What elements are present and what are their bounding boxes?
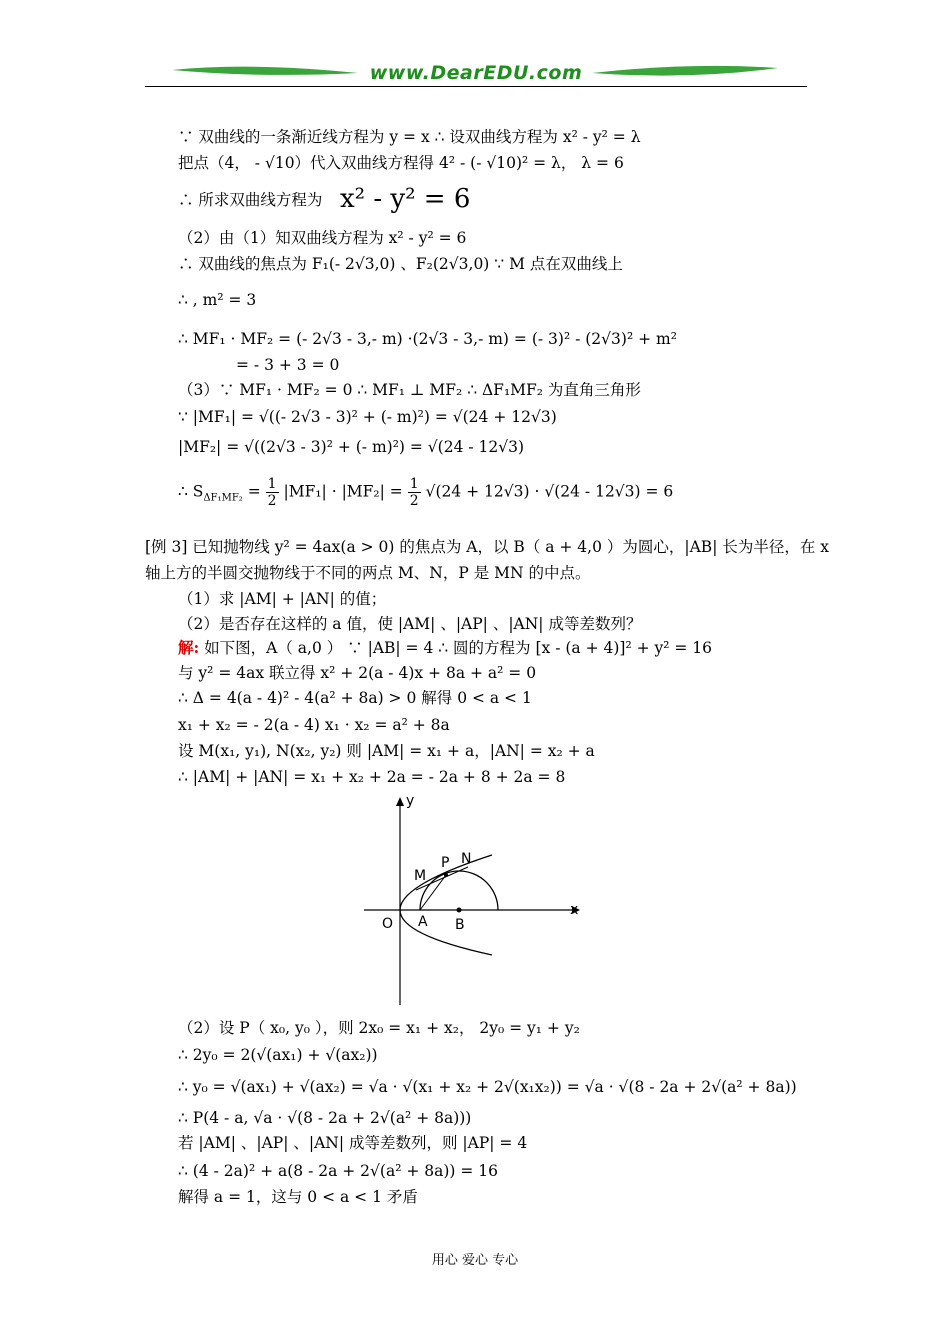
text-line: x₁ + x₂ = - 2(a - 4) x₁ · x₂ = a² + 8a [178,716,450,734]
y-axis-arrow-icon [396,797,404,806]
text-line: ∴ 双曲线的焦点为 F₁(- 2√3,0) 、F₂(2√3,0) ∵ M 点在双曲线上 [178,255,623,273]
semicircle-curve [420,871,498,910]
page-header [145,60,807,90]
parabola-circle-figure [360,795,590,1010]
area-result: √(24 + 12√3) · √(24 - 12√3) = 6 [425,482,674,501]
text-line: 把点（4， - √10）代入双曲线方程得 4² - (- √10)² = λ， λ = 6 [178,154,624,172]
x-label: x [570,902,579,918]
text-line: 与 y² = 4ax 联立得 x² + 2(a - 4)x + 8a + a² = 0 [178,664,537,682]
right-leaf-decoration-icon [590,64,780,80]
text-line: ∵ |MF₁| = √((- 2√3 - 3)² + (- m)²) = √(24 + 12√3) [178,408,557,426]
fraction-denominator: 2 [267,493,277,509]
text-line: （3）∵ MF₁ · MF₂ = 0 ∴ MF₁ ⊥ MF₂ ∴ ΔF₁MF₂ 为直角三角形 [178,381,641,399]
origin-label: O [382,916,394,932]
text-line: 解得 a = 1，这与 0 < a < 1 矛盾 [178,1188,418,1206]
text-line: （2）设 P（ x₀, y₀ ），则 2x₀ = x₁ + x₂， 2y₀ = y₁ + y₂ [178,1019,580,1037]
text-line: ∴ 所求双曲线方程为 [178,191,323,209]
area-formula [178,476,673,509]
question-2: （2）是否存在这样的 a 值，使 |AM| 、|AP| 、|AN| 成等差数列？ [178,615,642,633]
solution-text: 如下图，A（ a,0 ） ∵ |AB| = 4 ∴ 圆的方程为 [x - (a + 4)]² + y² = 16 [204,639,713,657]
fraction-one-half [266,476,279,509]
text-line: 设 M(x₁, y₁), N(x₂, y₂) 则 |AM| = x₁ + a，|AN| = x₂ + a [178,742,595,760]
site-title: www.DearEDU.com [369,62,583,84]
text-line: = - 3 + 3 = 0 [236,356,340,374]
example-3-line-2: 轴上方的半圆交抛物线于不同的两点 M、N，P 是 MN 的中点。 [145,564,591,582]
text-line: ∵ 双曲线的一条渐近线方程为 y = x ∴ 设双曲线方程为 x² - y² = λ [178,128,641,146]
text-line: ∴ Δ = 4(a - 4)² - 4(a² + 8a) > 0 解得 0 < a < 1 [178,689,532,707]
area-prefix: ∴ S [178,482,204,501]
point-a-label: A [418,914,428,930]
text-line: ∴ (4 - 2a)² + a(8 - 2a + 2√(a² + 8a)) = 16 [178,1162,499,1180]
solution-label: 解: [178,638,200,657]
text-line: （2）由（1）知双曲线方程为 x² - y² = 6 [178,229,467,247]
fraction-denominator: 2 [409,493,419,509]
text-line: ∴ MF₁ · MF₂ = (- 2√3 - 3,- m) ·(2√3 - 3,- m) = (- 3)² - (2√3)² + m² [178,330,677,348]
equals-sign: = [247,482,266,501]
solution-line [178,638,712,658]
point-b [457,908,462,913]
point-b-label: B [455,917,465,933]
point-p-label: P [441,855,450,871]
point-n-label: N [461,851,472,867]
point-p [444,873,448,877]
fraction-numerator: 1 [267,476,277,492]
fraction-one-half-2 [408,476,421,509]
area-middle: |MF₁| · |MF₂| = [283,482,408,501]
text-line: |MF₂| = √((2√3 - 3)² + (- m)²) = √(24 - 12√3) [178,438,525,456]
text-line: ∴ 2y₀ = 2(√(ax₁) + √(ax₂)) [178,1046,378,1064]
fraction-numerator: 1 [409,476,419,492]
question-1: （1）求 |AM| + |AN| 的值； [178,590,387,608]
hyperbola-equation: x² - y² = 6 [340,184,471,214]
header-rule [145,86,807,87]
example-3-line-1: [例 3] 已知抛物线 y² = 4ax(a > 0) 的焦点为 A，以 B（ a + 4,0 ）为圆心，|AB| 长为半径，在 x [145,538,830,556]
text-line: ∴ P(4 - a, √a · √(8 - 2a + 2√(a² + 8a))) [178,1109,472,1127]
text-line: 若 |AM| 、|AP| 、|AN| 成等差数列，则 |AP| = 4 [178,1134,528,1152]
point-m-label: M [414,868,427,884]
area-subscript: ΔF₁MF₂ [203,492,243,504]
text-line: ∴ |AM| + |AN| = x₁ + x₂ + 2a = - 2a + 8 + 2a = 8 [178,768,566,786]
page-footer: 用心 爱心 专心 [431,1253,519,1268]
text-line: ∴ , m² = 3 [178,291,257,309]
y-label: y [406,795,415,809]
text-line: ∴ y₀ = √(ax₁) + √(ax₂) = √a · √(x₁ + x₂ + 2√(x₁x₂)) = √a · √(8 - 2a + 2√(a² + 8a)) [178,1078,797,1096]
